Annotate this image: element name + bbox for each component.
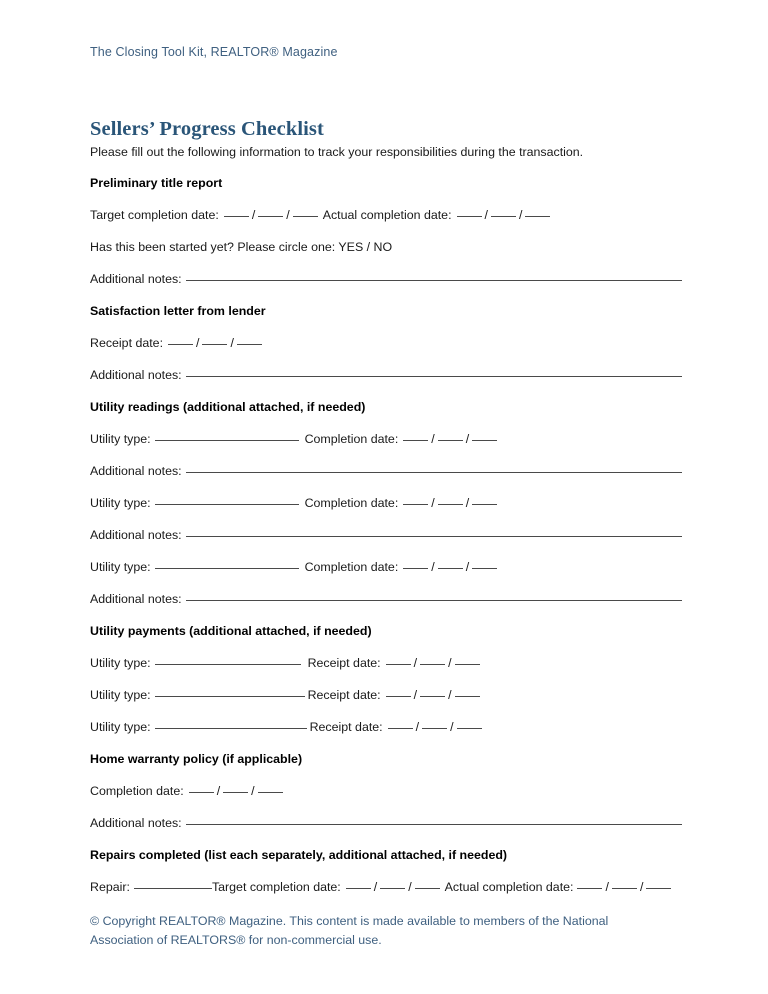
spacer [90,671,682,688]
field-row-utility-type-receipt [90,688,682,703]
input-utility-type[interactable] [155,664,301,665]
date-separator: / [605,880,609,894]
input-receipt-month[interactable] [386,696,411,697]
spacer [90,319,682,336]
field-row-additional-notes [90,368,682,383]
label-utility-type: Utility type: [90,560,151,574]
input-receipt-day[interactable] [422,728,447,729]
spacer [90,223,682,240]
date-separator: / [415,720,420,734]
date-separator: / [413,688,418,702]
label-additional-notes: Additional notes: [90,464,182,478]
input-actual-day[interactable] [491,216,516,217]
input-receipt-month[interactable] [388,728,413,729]
date-separator: / [373,880,378,894]
label-receipt-date: Receipt date: [309,720,383,734]
running-head: The Closing Tool Kit, REALTOR® Magazine [90,45,338,59]
input-additional-notes[interactable] [186,280,682,281]
date-separator: / [230,336,234,350]
label-additional-notes: Additional notes: [90,592,182,606]
input-utility-type[interactable] [155,728,307,729]
input-target-month[interactable] [224,216,249,217]
spacer [90,543,682,560]
input-repair-description[interactable] [134,888,212,889]
field-row-repair [90,880,682,895]
field-row-utility-type-receipt [90,720,682,735]
spacer [90,607,682,624]
spacer [90,767,682,784]
date-separator: / [413,656,418,670]
label-actual-completion-date: Actual completion date: [322,208,452,222]
field-row-utility-type-completion [90,432,682,447]
input-completion-month[interactable] [403,440,428,441]
copyright-line-1: © Copyright REALTOR® Magazine. This content is made available to members of the National [90,914,609,928]
input-completion-month[interactable] [403,568,428,569]
input-receipt-month[interactable] [386,664,411,665]
section-heading-preliminary-title-report: Preliminary title report [90,176,223,190]
label-receipt-date: Receipt date: [90,336,164,350]
input-actual-day[interactable] [612,888,637,889]
input-target-year[interactable] [415,888,440,889]
input-completion-year[interactable] [472,568,497,569]
section-heading-repairs-completed: Repairs completed (list each separately, additional attached, if needed) [90,848,508,862]
date-separator: / [518,208,523,222]
label-actual-completion-date: Actual completion date: [444,880,574,894]
spacer [90,735,682,752]
input-receipt-day[interactable] [420,664,445,665]
date-separator: / [251,208,256,222]
section-heading-satisfaction-letter: Satisfaction letter from lender [90,304,266,318]
label-additional-notes: Additional notes: [90,816,182,830]
label-additional-notes: Additional notes: [90,368,182,382]
input-receipt-year[interactable] [237,344,262,345]
date-separator: / [465,560,470,574]
section-heading-utility-readings: Utility readings (additional attached, if needed) [90,400,366,414]
input-additional-notes[interactable] [186,472,682,473]
spacer [90,639,682,656]
input-target-month[interactable] [346,888,371,889]
input-target-day[interactable] [380,888,405,889]
input-actual-year[interactable] [525,216,550,217]
label-target-completion-date: Target completion date: [90,208,219,222]
input-completion-month[interactable] [403,504,428,505]
input-utility-type[interactable] [155,568,299,569]
spacer [90,479,682,496]
date-separator: / [448,656,452,670]
label-completion-date: Completion date: [304,496,399,510]
label-completion-date: Completion date: [304,432,399,446]
input-receipt-day[interactable] [420,696,445,697]
field-row-additional-notes [90,592,682,607]
spacer [90,351,682,368]
input-receipt-year[interactable] [455,664,480,665]
date-separator: / [216,784,221,798]
input-completion-day[interactable] [438,440,463,441]
spacer [90,383,682,400]
input-completion-year[interactable] [258,792,283,793]
date-separator: / [431,432,435,446]
spacer [90,415,682,432]
input-target-year[interactable] [293,216,318,217]
input-completion-year[interactable] [472,440,497,441]
spacer [90,863,682,880]
field-row-utility-type-completion [90,560,682,575]
section-heading-home-warranty: Home warranty policy (if applicable) [90,752,303,766]
label-completion-date: Completion date: [90,784,184,798]
field-row-additional-notes [90,528,682,543]
date-separator: / [450,720,454,734]
input-completion-month[interactable] [189,792,214,793]
spacer [90,191,682,208]
input-actual-year[interactable] [646,888,671,889]
spacer [90,287,682,304]
date-separator: / [465,496,470,510]
label-completion-date: Completion date: [304,560,399,574]
spacer [90,447,682,464]
form-body [90,176,682,895]
input-additional-notes[interactable] [186,600,682,601]
copyright-footer [90,912,630,950]
field-row-completion-date [90,784,682,799]
date-separator: / [196,336,200,350]
input-receipt-year[interactable] [457,728,482,729]
field-row-additional-notes [90,272,682,287]
date-separator: / [639,880,644,894]
label-started-question: Has this been started yet? Please circle one: YES / NO [90,240,393,254]
date-separator: / [286,208,290,222]
field-row-additional-notes [90,464,682,479]
input-receipt-month[interactable] [168,344,193,345]
field-row-started-question [90,240,682,255]
input-completion-day[interactable] [438,568,463,569]
spacer [90,575,682,592]
date-separator: / [431,496,435,510]
input-utility-type[interactable] [155,696,305,697]
label-receipt-date: Receipt date: [307,688,381,702]
input-actual-month[interactable] [457,216,482,217]
input-receipt-year[interactable] [455,696,480,697]
date-separator: / [408,880,412,894]
input-additional-notes[interactable] [186,824,682,825]
field-row-receipt-date [90,336,682,351]
input-additional-notes[interactable] [186,536,682,537]
input-target-day[interactable] [258,216,283,217]
spacer [90,511,682,528]
label-receipt-date: Receipt date: [307,656,381,670]
field-row-target-actual-completion-date [90,208,682,223]
spacer [90,703,682,720]
section-heading-utility-payments: Utility payments (additional attached, if needed) [90,624,372,638]
spacer [90,799,682,816]
label-utility-type: Utility type: [90,688,151,702]
date-separator: / [251,784,255,798]
field-row-utility-type-completion [90,496,682,511]
date-separator: / [431,560,435,574]
input-additional-notes[interactable] [186,376,682,377]
spacer [90,255,682,272]
input-completion-day[interactable] [438,504,463,505]
label-utility-type: Utility type: [90,432,151,446]
label-utility-type: Utility type: [90,720,151,734]
page-subtitle: Please fill out the following information to track your responsibilities during the transaction. [90,145,584,159]
label-utility-type: Utility type: [90,496,151,510]
label-repair: Repair: [90,880,130,894]
page-title: Sellers’ Progress Checklist [90,118,324,140]
date-separator: / [484,208,488,222]
field-row-utility-type-receipt [90,656,682,671]
input-receipt-day[interactable] [202,344,227,345]
input-utility-type[interactable] [155,440,299,441]
label-target-completion-date: Target completion date: [211,880,341,894]
spacer [90,831,682,848]
date-separator: / [465,432,470,446]
field-row-additional-notes [90,816,682,831]
label-additional-notes: Additional notes: [90,528,182,542]
input-utility-type[interactable] [155,504,299,505]
input-completion-day[interactable] [223,792,248,793]
label-utility-type: Utility type: [90,656,151,670]
input-completion-year[interactable] [472,504,497,505]
input-actual-month[interactable] [577,888,602,889]
label-additional-notes: Additional notes: [90,272,182,286]
copyright-line-2: Association of REALTORS® for non-commercial use. [90,933,382,947]
date-separator: / [448,688,452,702]
